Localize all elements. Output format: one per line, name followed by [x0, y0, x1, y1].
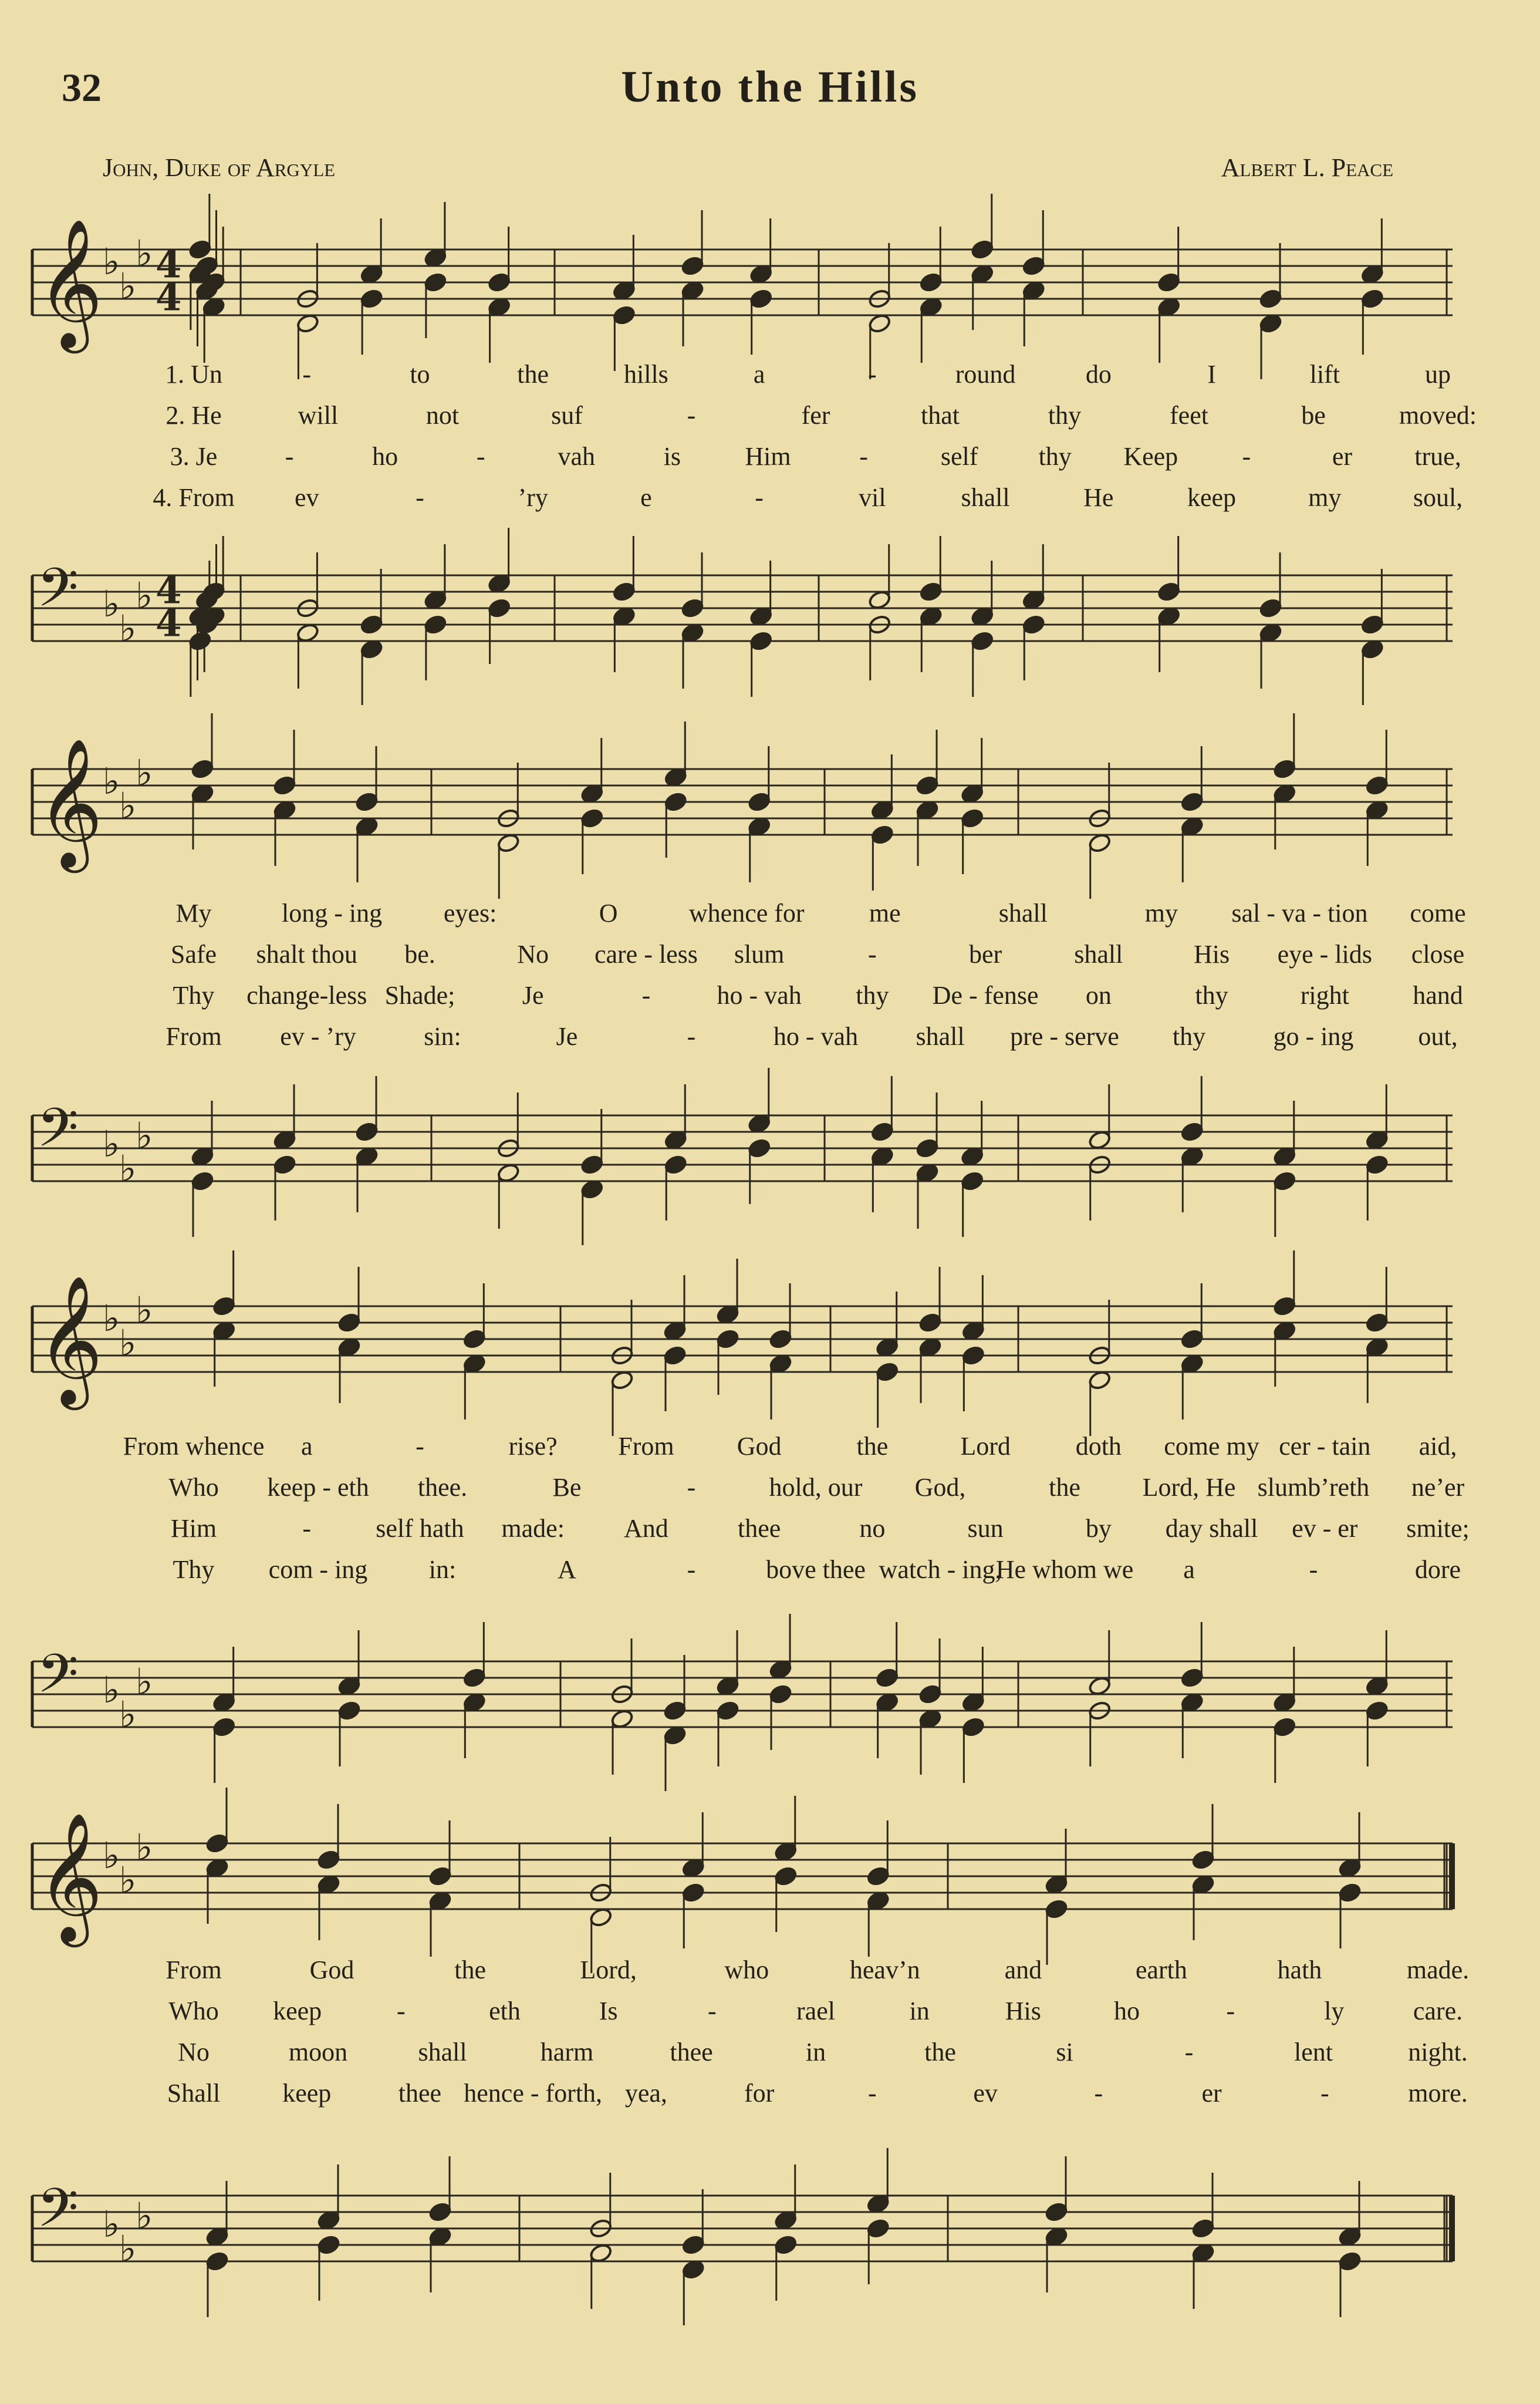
lyric-syllable: ’ry	[518, 483, 548, 512]
lyric-syllable: Be	[552, 1473, 582, 1502]
lyric-syllable: change-less	[246, 981, 367, 1010]
lyric-verse-line	[0, 483, 1540, 524]
svg-text:♭: ♭	[103, 760, 120, 803]
lyric-syllable: -	[687, 401, 696, 430]
lyric-syllable: -	[1242, 442, 1251, 471]
lyric-syllable: 2. He	[166, 401, 222, 430]
lyric-syllable: -	[1226, 1997, 1235, 2025]
lyric-syllable: Shall	[167, 2079, 221, 2108]
lyric-verse-line	[0, 359, 1540, 400]
bass-staff-system-4	[32, 2172, 1453, 2290]
lyric-syllable: rael	[796, 1997, 835, 2025]
lyric-syllable: lift	[1309, 360, 1340, 389]
lyric-syllable: out,	[1418, 1022, 1458, 1051]
lyric-syllable: -	[859, 442, 868, 471]
lyric-syllable: Je	[556, 1022, 578, 1051]
lyric-syllable: Je	[522, 981, 544, 1010]
lyric-verse-line	[0, 1955, 1540, 1996]
lyric-syllable: sin:	[424, 1022, 461, 1051]
lyric-syllable: eye - lids	[1277, 940, 1372, 969]
author-credit: John, Duke of Argyle	[103, 153, 336, 182]
page-number: 32	[62, 65, 102, 110]
lyric-syllable: hold, our	[769, 1473, 863, 1502]
lyric-syllable: pre - serve	[1010, 1022, 1119, 1051]
lyric-syllable: on	[1085, 981, 1112, 1010]
lyric-syllable: God	[309, 1955, 354, 1984]
lyrics-system-1	[0, 359, 1540, 524]
lyric-syllable: thy	[1038, 442, 1072, 471]
lyric-syllable: hills	[624, 360, 668, 389]
lyric-syllable: -	[1184, 2038, 1194, 2066]
lyric-syllable: made.	[1406, 1955, 1470, 1984]
lyric-syllable: ne’er	[1411, 1473, 1465, 1502]
lyric-syllable: keep	[1187, 483, 1237, 512]
lyric-verse-line	[0, 400, 1540, 441]
svg-text:♭: ♭	[136, 2194, 153, 2237]
svg-text:𝄞: 𝄞	[37, 218, 103, 348]
lyric-syllable: the	[1049, 1473, 1080, 1502]
lyric-syllable: slum	[734, 940, 785, 969]
lyric-syllable: dore	[1414, 1555, 1461, 1584]
lyric-verse-line	[0, 1555, 1540, 1596]
svg-text:𝄢: 𝄢	[37, 1097, 79, 1172]
lyric-syllable: ev - ’ry	[280, 1022, 356, 1051]
lyric-syllable: -	[1309, 1555, 1318, 1584]
svg-text:♭: ♭	[103, 582, 120, 625]
svg-text:♭: ♭	[119, 265, 137, 308]
lyric-syllable: e	[640, 483, 652, 512]
lyric-syllable: my	[1144, 899, 1178, 928]
svg-text:♭: ♭	[103, 1297, 120, 1340]
lyric-syllable: -	[868, 940, 877, 969]
lyric-syllable: earth	[1135, 1955, 1187, 1984]
lyric-syllable: thee	[398, 2079, 442, 2108]
lyric-syllable: ev - er	[1292, 1514, 1358, 1543]
lyric-syllable: in	[909, 1997, 930, 2025]
lyric-syllable: shall	[1074, 940, 1123, 969]
lyric-syllable: close	[1411, 940, 1465, 969]
svg-text:♭: ♭	[119, 607, 137, 650]
lyric-verse-line	[0, 441, 1540, 483]
lyric-syllable: a	[1183, 1555, 1195, 1584]
svg-text:♭: ♭	[136, 574, 153, 617]
lyric-syllable: slumb’reth	[1257, 1473, 1370, 1502]
lyric-syllable: Who	[168, 1997, 219, 2025]
lyric-syllable: round	[955, 360, 1016, 389]
lyric-syllable: He whom we	[995, 1555, 1134, 1584]
lyric-syllable: do	[1085, 360, 1112, 389]
lyric-syllable: aid,	[1419, 1432, 1457, 1461]
lyric-syllable: thee	[670, 2038, 713, 2066]
lyric-syllable: bove thee	[766, 1555, 866, 1584]
lyric-syllable: my	[1308, 483, 1342, 512]
lyric-syllable: keep	[282, 2079, 332, 2108]
lyric-syllable: soul,	[1413, 483, 1463, 512]
lyric-syllable: -	[708, 1997, 717, 2025]
lyric-syllable: is	[663, 442, 681, 471]
lyric-syllable: Keep	[1123, 442, 1178, 471]
hymn-title: Unto the Hills	[621, 62, 919, 112]
lyric-syllable: heav’n	[849, 1955, 920, 1984]
svg-text:♭: ♭	[103, 1834, 120, 1877]
lyric-syllable: lent	[1294, 2038, 1333, 2066]
lyric-syllable: by	[1085, 1514, 1112, 1543]
lyric-syllable: thee.	[417, 1473, 468, 1502]
lyric-syllable: cer - tain	[1279, 1432, 1371, 1461]
lyric-syllable: Who	[168, 1473, 219, 1502]
svg-text:♭: ♭	[136, 1114, 153, 1157]
lyric-syllable: -	[1094, 2079, 1103, 2108]
lyric-syllable: eyes:	[443, 899, 497, 928]
lyric-syllable: long - ing	[281, 899, 383, 928]
lyric-syllable: the	[517, 360, 549, 389]
lyric-syllable: er	[1201, 2079, 1222, 2108]
svg-text:♭: ♭	[136, 751, 153, 794]
lyric-syllable: Lord,	[580, 1955, 637, 1984]
lyric-syllable: keep	[273, 1997, 322, 2025]
lyric-syllable: And	[624, 1514, 668, 1543]
svg-text:♭: ♭	[103, 2203, 120, 2245]
lyric-syllable: -	[641, 981, 651, 1010]
lyric-verse-line	[0, 2078, 1540, 2119]
lyric-syllable: vil	[859, 483, 886, 512]
lyric-syllable: sal - va - tion	[1231, 899, 1368, 928]
lyric-syllable: fer	[801, 401, 830, 430]
lyric-syllable: si	[1056, 2038, 1073, 2066]
svg-text:4: 4	[156, 242, 182, 287]
lyric-syllable: My	[175, 899, 212, 928]
svg-text:𝄞: 𝄞	[37, 1812, 103, 1941]
lyric-syllable: -	[302, 1514, 312, 1543]
lyric-syllable: more.	[1408, 2079, 1468, 2108]
lyric-syllable: care - less	[594, 940, 698, 969]
lyric-syllable: -	[416, 483, 424, 512]
lyric-syllable: and	[1004, 1955, 1042, 1984]
lyric-syllable: shall	[998, 899, 1048, 928]
lyric-syllable: keep - eth	[267, 1473, 369, 1502]
treble-staff-system-3	[32, 1275, 1453, 1404]
lyric-syllable: sun	[967, 1514, 1004, 1543]
lyric-syllable: Thy	[173, 981, 215, 1010]
lyric-syllable: care.	[1413, 1997, 1463, 2025]
lyrics-system-4	[0, 1955, 1540, 2119]
lyric-syllable: Lord	[960, 1432, 1011, 1461]
lyric-syllable: me	[869, 899, 901, 928]
svg-text:♭: ♭	[119, 1321, 137, 1364]
lyric-syllable: a	[300, 1432, 313, 1461]
lyric-syllable: the	[924, 2038, 956, 2066]
lyric-syllable: 4. From	[153, 483, 235, 512]
lyric-syllable: shall	[916, 1022, 965, 1051]
svg-text:4: 4	[156, 568, 182, 613]
lyric-syllable: -	[868, 360, 877, 389]
lyrics-system-3	[0, 1431, 1540, 1596]
lyric-syllable: I	[1207, 360, 1216, 389]
svg-text:𝄞: 𝄞	[37, 1275, 103, 1404]
lyric-syllable: 1. Un	[165, 360, 222, 389]
lyric-syllable: ho - vah	[717, 981, 802, 1010]
lyric-syllable: the	[454, 1955, 486, 1984]
lyric-syllable: A	[558, 1555, 576, 1584]
lyric-syllable: -	[476, 442, 485, 471]
lyric-syllable: hence - forth,	[464, 2079, 603, 2108]
svg-text:𝄢: 𝄢	[37, 2177, 79, 2252]
lyric-syllable: shalt thou	[256, 940, 357, 969]
lyric-syllable: Him	[745, 442, 791, 471]
lyric-syllable: 3. Je	[170, 442, 218, 471]
lyric-syllable: -	[285, 442, 294, 471]
lyric-syllable: De - fense	[932, 981, 1039, 1010]
lyric-verse-line	[0, 2037, 1540, 2078]
treble-staff-system-2	[32, 737, 1453, 867]
lyric-syllable: will	[298, 401, 339, 430]
lyric-syllable: day shall	[1165, 1514, 1258, 1543]
svg-text:♭: ♭	[119, 1693, 137, 1736]
lyric-syllable: not	[425, 401, 460, 430]
lyric-syllable: God	[737, 1432, 782, 1461]
lyric-syllable: ly	[1324, 1997, 1345, 2025]
svg-text:♭: ♭	[136, 1826, 153, 1869]
lyric-syllable: for	[744, 2079, 775, 2108]
lyric-syllable: thy	[856, 981, 889, 1010]
treble-staff-system-1	[32, 218, 1453, 348]
lyric-syllable: No	[178, 2038, 210, 2066]
lyric-syllable: thee	[737, 1514, 781, 1543]
lyric-syllable: come my	[1164, 1432, 1259, 1461]
svg-text:♭: ♭	[136, 232, 153, 275]
lyric-syllable: com - ing	[268, 1555, 368, 1584]
lyric-syllable: ev	[973, 2079, 998, 2108]
lyric-syllable: -	[687, 1555, 696, 1584]
svg-text:4: 4	[156, 601, 182, 646]
lyric-verse-line	[0, 1513, 1540, 1555]
bass-staff-system-3	[32, 1638, 1453, 1755]
lyric-syllable: -	[416, 1432, 424, 1461]
lyrics-system-2	[0, 898, 1540, 1063]
lyric-syllable: From	[618, 1432, 674, 1461]
lyric-syllable: go - ing	[1273, 1022, 1354, 1051]
svg-text:♭: ♭	[119, 2227, 137, 2270]
lyric-syllable: His	[1005, 1997, 1041, 2025]
lyric-syllable: made:	[501, 1514, 565, 1543]
lyric-syllable: -	[397, 1997, 406, 2025]
lyric-syllable: -	[302, 360, 312, 389]
bass-staff-system-2	[32, 1092, 1453, 1209]
lyric-verse-line	[0, 1996, 1540, 2037]
lyric-syllable: ho	[1114, 1997, 1140, 2025]
lyric-syllable: His	[1193, 940, 1230, 969]
svg-text:𝄢: 𝄢	[37, 1643, 79, 1718]
lyric-syllable: eth	[489, 1997, 521, 2025]
composer-credit: Albert L. Peace	[1221, 153, 1393, 182]
lyric-syllable: ho - vah	[773, 1022, 859, 1051]
lyric-verse-line	[0, 1021, 1540, 1063]
lyric-syllable: thy	[1195, 981, 1228, 1010]
lyric-syllable: feet	[1170, 401, 1208, 430]
lyric-syllable: true,	[1414, 442, 1461, 471]
lyric-syllable: in:	[428, 1555, 457, 1584]
lyric-syllable: -	[1320, 2079, 1329, 2108]
lyric-verse-line	[0, 1431, 1540, 1472]
svg-text:♭: ♭	[103, 1668, 120, 1711]
lyric-syllable: in	[805, 2038, 826, 2066]
lyric-syllable: thy	[1172, 1022, 1206, 1051]
lyric-syllable: the	[856, 1432, 889, 1461]
lyric-syllable: Him	[170, 1514, 217, 1543]
lyric-syllable: Thy	[173, 1555, 215, 1584]
lyric-syllable: hath	[1277, 1955, 1322, 1984]
lyric-syllable: He	[1083, 483, 1114, 512]
lyric-verse-line	[0, 1472, 1540, 1513]
bass-staff-system-1	[32, 552, 1453, 669]
lyric-syllable: From	[166, 1022, 222, 1051]
lyric-verse-line	[0, 939, 1540, 980]
svg-text:♭: ♭	[136, 1660, 153, 1703]
lyric-syllable: thy	[1048, 401, 1082, 430]
lyric-syllable: vah	[558, 442, 596, 471]
lyric-syllable: self	[940, 442, 978, 471]
svg-text:♭: ♭	[136, 1289, 153, 1331]
lyric-syllable: a	[753, 360, 765, 389]
lyric-syllable: to	[410, 360, 430, 389]
lyric-syllable: self hath	[376, 1514, 464, 1543]
lyric-syllable: smite;	[1406, 1514, 1470, 1543]
lyric-syllable: come	[1410, 899, 1466, 928]
lyric-syllable: From whence	[123, 1432, 265, 1461]
lyric-syllable: -	[687, 1022, 696, 1051]
svg-text:♭: ♭	[103, 240, 120, 283]
lyric-syllable: up	[1425, 360, 1451, 389]
lyric-syllable: No	[517, 940, 549, 969]
svg-text:♭: ♭	[119, 1147, 137, 1190]
lyric-syllable: Safe	[170, 940, 217, 969]
lyric-syllable: be	[1301, 401, 1326, 430]
lyric-syllable: Is	[599, 1997, 618, 2025]
lyric-syllable: God,	[914, 1473, 966, 1502]
lyric-verse-line	[0, 898, 1540, 939]
lyric-syllable: yea,	[624, 2079, 667, 2108]
lyric-verse-line	[0, 980, 1540, 1021]
lyric-syllable: right	[1300, 981, 1349, 1010]
svg-text:♭: ♭	[119, 784, 137, 827]
lyric-syllable: hand	[1413, 981, 1463, 1010]
lyric-syllable: night.	[1408, 2038, 1468, 2066]
lyric-syllable: er	[1332, 442, 1353, 471]
lyric-syllable: Lord, He	[1142, 1473, 1236, 1502]
lyric-syllable: O	[599, 899, 618, 928]
lyric-syllable: ev	[294, 483, 319, 512]
lyric-syllable: that	[921, 401, 960, 430]
lyric-syllable: doth	[1075, 1432, 1122, 1461]
lyric-syllable: harm	[540, 2038, 594, 2066]
svg-text:𝄢: 𝄢	[37, 557, 79, 632]
lyric-syllable: From	[166, 1955, 222, 1984]
lyric-syllable: moved:	[1399, 401, 1477, 430]
lyric-syllable: -	[755, 483, 764, 512]
lyric-syllable: rise?	[508, 1432, 558, 1461]
lyric-syllable: no	[859, 1514, 886, 1543]
lyric-syllable: moon	[288, 2038, 348, 2066]
lyric-syllable: ber	[968, 940, 1002, 969]
svg-text:♭: ♭	[103, 1122, 120, 1165]
lyric-syllable: watch - ing,	[879, 1555, 1002, 1584]
lyric-syllable: suf	[551, 401, 583, 430]
svg-text:𝄞: 𝄞	[37, 737, 103, 867]
treble-staff-system-4	[32, 1812, 1453, 1941]
lyric-syllable: -	[687, 1473, 696, 1502]
lyric-syllable: shall	[961, 483, 1010, 512]
svg-text:4: 4	[156, 275, 182, 320]
svg-text:♭: ♭	[119, 1859, 137, 1901]
lyric-syllable: shall	[418, 2038, 467, 2066]
lyric-syllable: Shade;	[384, 981, 455, 1010]
lyric-syllable: who	[724, 1955, 769, 1984]
lyric-syllable: be.	[404, 940, 435, 969]
lyric-syllable: whence for	[688, 899, 805, 928]
lyric-syllable: -	[868, 2079, 877, 2108]
lyric-syllable: ho	[372, 442, 398, 471]
